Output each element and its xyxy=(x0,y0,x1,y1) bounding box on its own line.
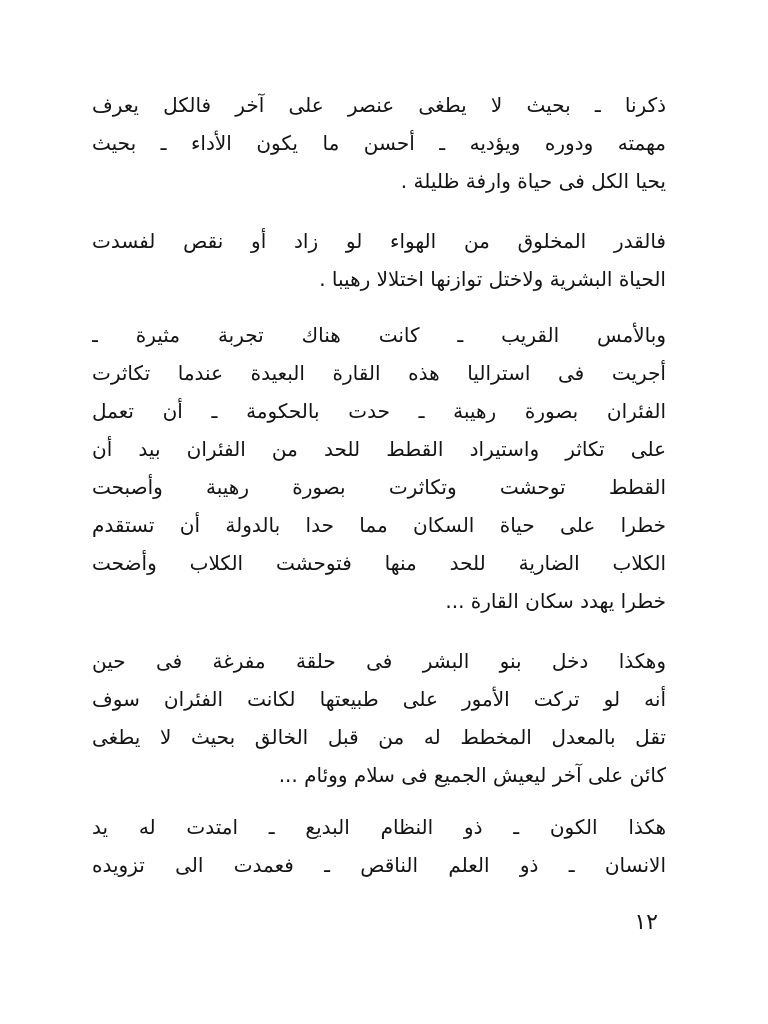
text-line: وهكذا دخل بنو البشر فى حلقة مفرغة فى حين xyxy=(92,649,666,673)
page-number: ١٢ xyxy=(634,910,658,935)
text-line: على تكاثر واستيراد القطط للحد من الفئران بيد أن xyxy=(92,437,666,461)
paragraph-5 xyxy=(92,808,666,884)
paragraph-2 xyxy=(92,222,666,298)
text-line: القطط توحشت وتكاثرت بصورة رهيبة وأصبحت xyxy=(92,475,666,499)
paragraph-1 xyxy=(92,86,666,200)
text-line: الحياة البشرية ولاختل توازنها اختلالا رهيبا . xyxy=(319,267,666,291)
paragraph-4 xyxy=(92,642,666,794)
text-line: أنه لو تركت الأمور على طبيعتها لكانت الفئران سوف xyxy=(92,687,666,711)
text-line: ذكرنا ـ بحيث لا يطغى عنصر على آخر فالكل يعرف xyxy=(92,93,666,117)
text-line: وبالأمس القريب ـ كانت هناك تجربة مثيرة ـ xyxy=(92,323,666,347)
text-line: مهمته ودوره ويؤديه ـ أحسن ما يكون الأداء ـ بحيث xyxy=(92,131,666,155)
text-line: فالقدر المخلوق من الهواء لو زاد أو نقص لفسدت xyxy=(92,229,666,253)
paragraph-3 xyxy=(92,316,666,620)
text-line: تقل بالمعدل المخطط له من قبل الخالق بحيث لا يطغى xyxy=(92,725,666,749)
text-line: يحيا الكل فى حياة وارفة ظليلة . xyxy=(400,169,666,193)
text-line: أجريت فى استراليا هذه القارة البعيدة عندما تكاثرت xyxy=(92,361,666,385)
text-line: الكلاب الضارية للحد منها فتوحشت الكلاب وأضحت xyxy=(92,551,666,575)
text-line: خطرا يهدد سكان القارة ... xyxy=(445,589,666,613)
text-line: خطرا على حياة السكان مما حدا بالدولة أن تستقدم xyxy=(92,513,666,537)
text-line: كائن على آخر ليعيش الجميع فى سلام ووئام ... xyxy=(278,763,666,787)
text-line: الفئران بصورة رهيبة ـ حدت بالحكومة ـ أن تعمل xyxy=(92,399,666,423)
text-line: الانسان ـ ذو العلم الناقص ـ فعمدت الى تزويده xyxy=(92,853,666,877)
text-line: هكذا الكون ـ ذو النظام البديع ـ امتدت له يد xyxy=(92,815,666,839)
